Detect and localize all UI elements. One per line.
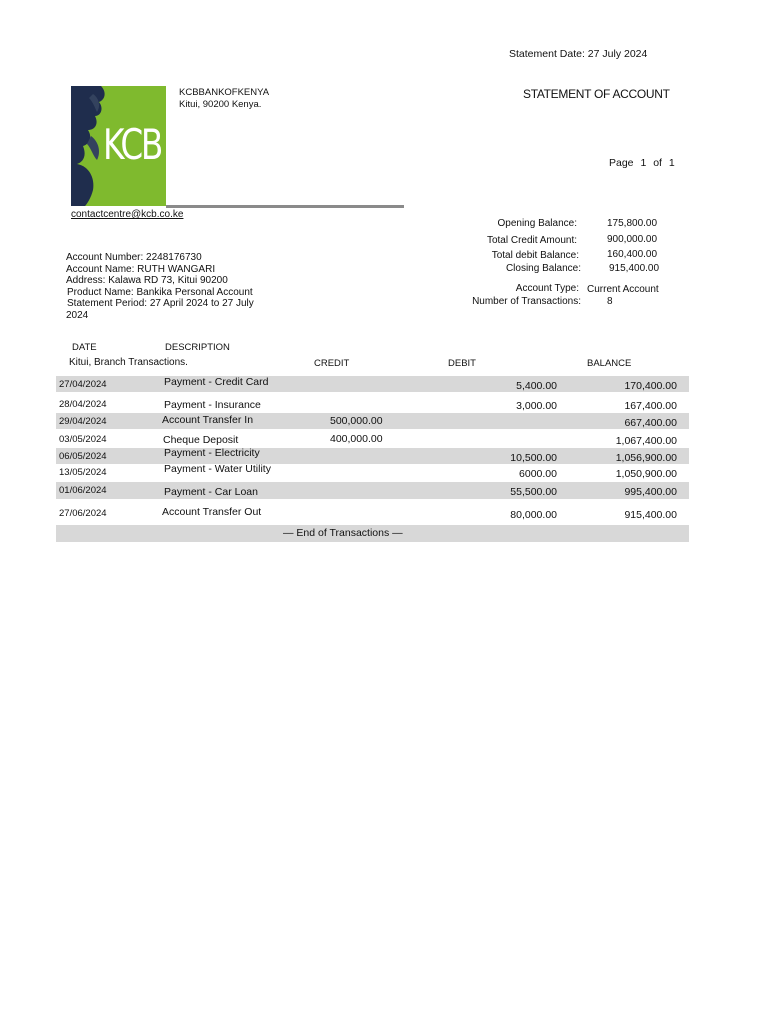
col-header-description: DESCRIPTION [165, 342, 230, 353]
table-row-shade [56, 448, 689, 464]
col-header-balance: BALANCE [587, 358, 632, 369]
num-transactions-value: 8 [607, 296, 613, 307]
row-debit: 80,000.00 [510, 509, 557, 521]
row-description: Payment - Electricity [164, 447, 260, 459]
row-balance: 1,067,400.00 [615, 435, 677, 447]
bank-address: Kitui, 90200 Kenya. [179, 99, 262, 110]
row-description: Account Transfer In [162, 414, 254, 426]
row-credit: 500,000.00 [330, 415, 383, 427]
row-balance: 1,056,900.00 [615, 452, 677, 464]
row-balance: 1,050,900.00 [615, 468, 677, 480]
bank-name: KCBBANKOFKENYA [179, 87, 270, 98]
end-of-transactions-note: — End of Transactions — [283, 527, 403, 539]
row-description: Payment - Credit Card [164, 376, 269, 388]
row-date: 03/05/2024 [59, 434, 107, 445]
col-header-credit: CREDIT [314, 358, 350, 369]
opening-balance-label: Opening Balance: [497, 218, 577, 229]
product-name: Product Name: Bankika Personal Account [67, 286, 253, 298]
row-debit: 55,500.00 [510, 486, 557, 498]
statement-date-value: 27 July 2024 [587, 48, 648, 60]
statement-date-label: Statement Date: [509, 48, 585, 60]
row-description: Account Transfer Out [162, 506, 262, 518]
row-credit: 400,000.00 [330, 433, 383, 445]
row-date: 06/05/2024 [59, 451, 107, 462]
account-type-value: Current Account [587, 284, 659, 295]
logo-text: KCB [103, 120, 162, 169]
page-current: 1 [640, 157, 647, 169]
total-credit-value: 900,000.00 [607, 234, 658, 245]
col-header-debit: DEBIT [448, 358, 476, 369]
row-balance: 167,400.00 [624, 400, 677, 412]
page-label: Page [609, 157, 634, 169]
row-date: 01/06/2024 [59, 485, 107, 496]
row-date: 13/05/2024 [59, 467, 107, 478]
account-name: Account Name: RUTH WANGARI [66, 263, 216, 275]
row-description: Payment - Water Utility [164, 463, 271, 475]
num-transactions-label: Number of Transactions: [472, 296, 581, 307]
row-debit: 5,400.00 [516, 380, 557, 392]
row-description: Payment - Car Loan [164, 486, 258, 498]
account-number: Account Number: 2248176730 [66, 252, 202, 263]
statement-period: Statement Period: 27 April 2024 to 27 July [67, 298, 254, 309]
col-header-date: DATE [72, 342, 97, 353]
row-date: 27/06/2024 [59, 508, 107, 519]
row-date: 27/04/2024 [59, 379, 107, 390]
closing-balance-label: Closing Balance: [505, 263, 581, 274]
row-debit: 3,000.00 [516, 400, 557, 412]
row-debit: 10,500.00 [510, 452, 557, 464]
kcb-logo [71, 86, 166, 206]
closing-balance-value: 915,400.00 [609, 263, 660, 274]
row-balance: 915,400.00 [624, 509, 677, 521]
row-description: Cheque Deposit [163, 434, 239, 446]
page-of: of [653, 157, 662, 169]
header-divider [166, 205, 404, 208]
statement-period-year: 2024 [66, 309, 89, 321]
total-debit-label: Total debit Balance: [491, 250, 579, 261]
row-balance: 667,400.00 [624, 417, 677, 429]
opening-balance-value: 175,800.00 [607, 218, 658, 229]
row-description: Payment - Insurance [164, 399, 261, 411]
table-row-shade [56, 376, 689, 392]
account-details [66, 252, 254, 321]
page-number [609, 157, 679, 169]
statement-date [509, 48, 647, 60]
row-debit: 6000.00 [519, 468, 557, 480]
document-title: STATEMENT OF ACCOUNT [523, 87, 670, 101]
row-balance: 170,400.00 [624, 380, 677, 392]
row-date: 29/04/2024 [59, 416, 107, 427]
total-credit-label: Total Credit Amount: [486, 235, 577, 246]
account-type-label: Account Type: [515, 283, 579, 294]
branch-note: Kitui, Branch Transactions. [69, 357, 188, 368]
total-debit-value: 160,400.00 [607, 249, 658, 260]
row-date: 28/04/2024 [59, 399, 107, 410]
row-balance: 995,400.00 [624, 486, 677, 498]
page-total: 1 [668, 157, 675, 169]
table-row-shade [56, 482, 689, 499]
account-address: Address: Kalawa RD 73, Kitui 90200 [66, 275, 228, 286]
bank-info [179, 87, 269, 111]
contact-email-link[interactable]: contactcentre@kcb.co.ke [71, 209, 184, 220]
